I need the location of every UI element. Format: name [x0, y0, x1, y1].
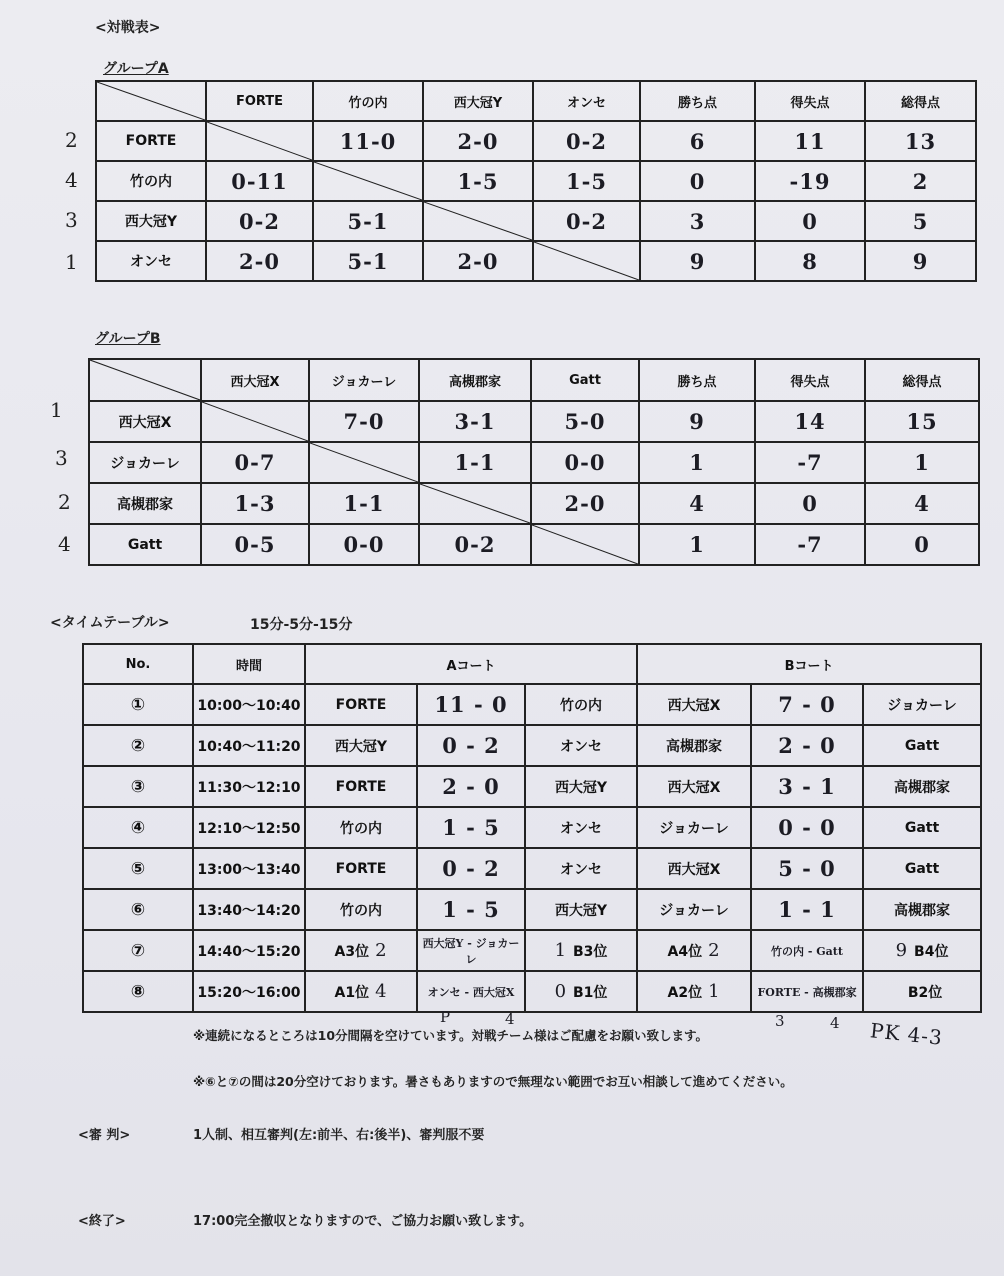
group-a-self-cell [206, 121, 313, 161]
group-b-team-name: Gatt [89, 524, 201, 565]
pk-side-note: PK 4-3 [868, 1018, 945, 1050]
group-b-score: 5-0 [531, 401, 639, 442]
court-b-team-right: Gatt [863, 725, 981, 766]
court-b-score: 3 - 1 [751, 766, 863, 807]
group-b-rank-3: 2 [58, 490, 71, 514]
match-time: 10:40～11:20 [193, 725, 305, 766]
group-b-score: 3-1 [419, 401, 531, 442]
court-a-score: 西大冠Y - ジョカーレ [417, 930, 525, 971]
group-a-score: 2-0 [423, 241, 533, 281]
timetable-header-no: No. [83, 644, 193, 684]
court-a-team-right: 竹の内 [525, 684, 637, 725]
referee-label: <審 判> [78, 1128, 131, 1143]
group-b-score: 0-0 [531, 442, 639, 483]
end-text: 17:00完全撤収となりますので、ご協力お願い致します。 [193, 1214, 533, 1229]
timetable-table [82, 643, 982, 1013]
group-a-score: 2-0 [423, 121, 533, 161]
group-a-team-name: 西大冠Y [96, 201, 206, 241]
court-b-team-left [637, 971, 751, 1012]
court-b-score: 0 - 0 [751, 807, 863, 848]
group-b-points: 4 [639, 483, 755, 524]
document-title: <対戦表> [95, 20, 161, 36]
group-a-points: 3 [640, 201, 755, 241]
court-a-slot-left: A3位 [334, 943, 370, 960]
court-a-score: 1 - 5 [417, 807, 525, 848]
court-a-team-right: オンセ [525, 848, 637, 889]
group-a-row [96, 241, 976, 281]
match-time: 14:40～15:20 [193, 930, 305, 971]
group-a-goal-diff: 0 [755, 201, 865, 241]
group-b-goal-diff: 0 [755, 483, 865, 524]
court-b-team-left: 西大冠X [637, 848, 751, 889]
match-time: 11:30～12:10 [193, 766, 305, 807]
match-number: ⑥ [83, 889, 193, 930]
timetable-header-court-a: Aコート [305, 644, 637, 684]
court-b-right-mark: 9 [895, 940, 909, 961]
group-b-score: 7-0 [309, 401, 419, 442]
group-a-rank-3: 3 [65, 208, 78, 232]
timetable-row [83, 725, 981, 766]
pk-mark-a-right: 4 [505, 1010, 515, 1028]
note-interval: ※連続になるところは10分間隔を空けています。対戦チーム様はご配慮をお願い致します。 [193, 1028, 709, 1043]
group-b-col-header: ジョカーレ [309, 359, 419, 401]
timetable-row [83, 930, 981, 971]
group-a-score: 2-0 [206, 241, 313, 281]
group-b-row [89, 524, 979, 565]
group-a-col-header: 得失点 [755, 81, 865, 121]
match-time: 13:40～14:20 [193, 889, 305, 930]
group-a-table [95, 80, 977, 282]
court-a-team-left: 竹の内 [305, 807, 417, 848]
court-a-right-mark: 0 [554, 981, 568, 1002]
court-a-score: 1 - 5 [417, 889, 525, 930]
group-a-points: 6 [640, 121, 755, 161]
match-number: ⑧ [83, 971, 193, 1012]
group-b-score: 1-3 [201, 483, 309, 524]
group-b-self-cell [531, 524, 639, 565]
court-b-left-mark: 1 [708, 981, 721, 1002]
timetable-header-time: 時間 [193, 644, 305, 684]
group-b-team-name: ジョカーレ [89, 442, 201, 483]
group-b-corner [89, 359, 201, 401]
group-a-col-header: オンセ [533, 81, 640, 121]
court-b-left-mark: 2 [708, 940, 721, 961]
court-a-slot-right: B3位 [573, 943, 608, 960]
court-a-team-right [525, 971, 637, 1012]
court-b-slot-right: B4位 [914, 943, 949, 960]
court-a-slot-right: B1位 [573, 984, 608, 1001]
group-a-team-name: FORTE [96, 121, 206, 161]
group-b-row [89, 442, 979, 483]
match-time: 10:00～10:40 [193, 684, 305, 725]
group-b-goals: 4 [865, 483, 979, 524]
match-number: ④ [83, 807, 193, 848]
group-b-col-header: 勝ち点 [639, 359, 755, 401]
group-b-col-header: 総得点 [865, 359, 979, 401]
timetable-row [83, 889, 981, 930]
group-b-rank-1: 1 [50, 398, 63, 422]
group-a-col-header: 竹の内 [313, 81, 423, 121]
group-a-corner [96, 81, 206, 121]
group-a-points: 9 [640, 241, 755, 281]
timetable-header-court-b: Bコート [637, 644, 981, 684]
group-a-score: 1-5 [533, 161, 640, 201]
court-a-right-mark: 1 [554, 940, 568, 961]
group-a-goals: 9 [865, 241, 976, 281]
court-a-team-left [305, 971, 417, 1012]
group-b-row [89, 401, 979, 442]
group-b-score: 0-7 [201, 442, 309, 483]
court-b-team-right: 高槻郡家 [863, 766, 981, 807]
timetable-row [83, 971, 981, 1012]
group-b-score: 2-0 [531, 483, 639, 524]
timetable-format: 15分-5分-15分 [250, 617, 353, 633]
court-b-team-left: 西大冠X [637, 766, 751, 807]
group-a-team-name: 竹の内 [96, 161, 206, 201]
court-a-left-mark: 4 [375, 981, 388, 1002]
group-b-table [88, 358, 980, 566]
court-b-team-left: 高槻郡家 [637, 725, 751, 766]
group-b-goal-diff: -7 [755, 442, 865, 483]
court-b-score: 5 - 0 [751, 848, 863, 889]
group-a-score: 1-5 [423, 161, 533, 201]
group-b-points: 1 [639, 524, 755, 565]
match-number: ③ [83, 766, 193, 807]
group-b-score: 1-1 [419, 442, 531, 483]
court-a-score: 11 - 0 [417, 684, 525, 725]
group-a-rank-2: 4 [65, 168, 78, 192]
court-a-team-right: オンセ [525, 807, 637, 848]
group-a-self-cell [313, 161, 423, 201]
court-b-team-right [863, 971, 981, 1012]
timetable-title: <タイムテーブル> [50, 615, 170, 631]
group-a-goals: 13 [865, 121, 976, 161]
group-a-score: 0-2 [533, 121, 640, 161]
court-b-team-right: ジョカーレ [863, 684, 981, 725]
court-a-slot-left: A1位 [334, 984, 370, 1001]
group-a-row [96, 201, 976, 241]
court-b-slot-right: B2位 [907, 984, 943, 1001]
group-b-self-cell [309, 442, 419, 483]
group-a-score: 0-2 [533, 201, 640, 241]
match-number: ⑦ [83, 930, 193, 971]
group-a-self-cell [533, 241, 640, 281]
timetable-row [83, 766, 981, 807]
pk-mark-a-left: P [440, 1008, 451, 1026]
group-a-score: 5-1 [313, 201, 423, 241]
match-number: ① [83, 684, 193, 725]
match-time: 13:00～13:40 [193, 848, 305, 889]
group-b-self-cell [419, 483, 531, 524]
group-a-team-name: オンセ [96, 241, 206, 281]
timetable-row [83, 684, 981, 725]
group-a-self-cell [423, 201, 533, 241]
group-a-row [96, 121, 976, 161]
group-b-rank-4: 4 [58, 532, 71, 556]
group-a-score: 11-0 [313, 121, 423, 161]
court-b-team-right: Gatt [863, 848, 981, 889]
group-a-col-header: 総得点 [865, 81, 976, 121]
group-a-rank-1: 2 [65, 128, 78, 152]
court-b-slot-left: A2位 [667, 984, 703, 1001]
court-a-team-left: FORTE [305, 848, 417, 889]
court-b-team-left [637, 930, 751, 971]
group-b-score: 0-5 [201, 524, 309, 565]
court-a-team-left: FORTE [305, 766, 417, 807]
court-a-team-right [525, 930, 637, 971]
group-b-col-header: 高槻郡家 [419, 359, 531, 401]
match-number: ② [83, 725, 193, 766]
group-b-score: 0-0 [309, 524, 419, 565]
match-time: 15:20～16:00 [193, 971, 305, 1012]
group-b-goals: 15 [865, 401, 979, 442]
group-a-row [96, 161, 976, 201]
group-b-score: 0-2 [419, 524, 531, 565]
court-a-score: 0 - 2 [417, 725, 525, 766]
group-a-rank-4: 1 [65, 250, 78, 274]
group-a-goal-diff: 11 [755, 121, 865, 161]
group-a-score: 0-11 [206, 161, 313, 201]
timetable-row [83, 807, 981, 848]
end-label: <終了> [78, 1214, 126, 1229]
group-b-rank-2: 3 [55, 446, 68, 470]
court-a-left-mark: 2 [375, 940, 388, 961]
court-b-team-right [863, 930, 981, 971]
group-b-col-header: Gatt [531, 359, 639, 401]
group-b-col-header: 得失点 [755, 359, 865, 401]
court-a-team-right: 西大冠Y [525, 889, 637, 930]
group-a-goal-diff: -19 [755, 161, 865, 201]
court-b-team-left: ジョカーレ [637, 889, 751, 930]
court-b-slot-left: A4位 [667, 943, 703, 960]
group-b-col-header: 西大冠X [201, 359, 309, 401]
timetable-row [83, 848, 981, 889]
court-b-score: FORTE - 高槻郡家 [751, 971, 863, 1012]
group-b-team-name: 高槻郡家 [89, 483, 201, 524]
group-b-points: 9 [639, 401, 755, 442]
group-a-goals: 2 [865, 161, 976, 201]
court-a-team-left: 西大冠Y [305, 725, 417, 766]
group-a-col-header: 西大冠Y [423, 81, 533, 121]
court-a-team-left: FORTE [305, 684, 417, 725]
group-b-self-cell [201, 401, 309, 442]
group-b-goal-diff: -7 [755, 524, 865, 565]
group-a-goal-diff: 8 [755, 241, 865, 281]
group-b-goal-diff: 14 [755, 401, 865, 442]
court-b-team-left: 西大冠X [637, 684, 751, 725]
group-b-points: 1 [639, 442, 755, 483]
court-a-score: オンセ - 西大冠X [417, 971, 525, 1012]
court-a-score: 2 - 0 [417, 766, 525, 807]
court-b-score: 2 - 0 [751, 725, 863, 766]
court-b-team-right: Gatt [863, 807, 981, 848]
note-break: ※⑥と⑦の間は20分空けております。暑さもありますので無理ない範囲でお互い相談して進めてください。 [193, 1074, 793, 1089]
group-b-row [89, 483, 979, 524]
match-number: ⑤ [83, 848, 193, 889]
group-b-goals: 1 [865, 442, 979, 483]
group-b-title: グループB [95, 331, 161, 347]
group-b-team-name: 西大冠X [89, 401, 201, 442]
group-a-col-header: 勝ち点 [640, 81, 755, 121]
referee-text: 1人制、相互審判(左:前半、右:後半)、審判服不要 [193, 1128, 485, 1143]
group-a-score: 5-1 [313, 241, 423, 281]
court-a-team-left: 竹の内 [305, 889, 417, 930]
court-b-team-left: ジョカーレ [637, 807, 751, 848]
group-a-col-header: FORTE [206, 81, 313, 121]
group-a-goals: 5 [865, 201, 976, 241]
court-b-team-right: 高槻郡家 [863, 889, 981, 930]
court-a-score: 0 - 2 [417, 848, 525, 889]
group-a-score: 0-2 [206, 201, 313, 241]
group-a-title: グループA [103, 61, 169, 77]
court-b-score: 竹の内 - Gatt [751, 930, 863, 971]
court-a-team-left [305, 930, 417, 971]
pk-mark-b-right: 4 [830, 1014, 840, 1032]
court-a-team-right: オンセ [525, 725, 637, 766]
match-time: 12:10～12:50 [193, 807, 305, 848]
court-b-score: 1 - 1 [751, 889, 863, 930]
group-a-points: 0 [640, 161, 755, 201]
court-b-score: 7 - 0 [751, 684, 863, 725]
court-a-team-right: 西大冠Y [525, 766, 637, 807]
group-b-goals: 0 [865, 524, 979, 565]
group-b-score: 1-1 [309, 483, 419, 524]
pk-mark-b-left: 3 [775, 1012, 785, 1030]
